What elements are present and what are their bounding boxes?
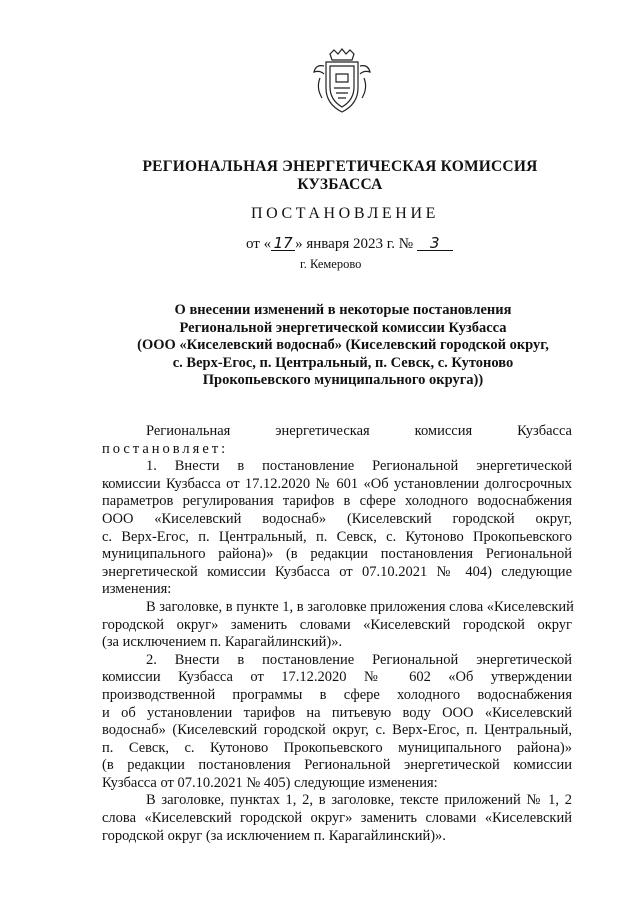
coat-of-arms-icon — [310, 48, 374, 116]
body-line: комиссии Кузбасса от 17.12.2020 № 601 «Об установлении долгосрочных — [102, 475, 572, 492]
subject-line: Региональной энергетической комиссии Кузбасса — [179, 319, 507, 336]
body-line: (в редакции постановления Региональной энергетической комиссии — [102, 757, 572, 774]
body-line: и об установлении тарифов на питьевую воду ООО «Киселевский — [102, 704, 572, 721]
date-day: 17 — [271, 236, 295, 251]
body-line: 2. Внести в постановление Региональной энергетической — [146, 651, 572, 668]
body-line: Кузбасса от 07.10.2021 № 405) следующие изменения: — [102, 774, 438, 791]
organization-name-line1: РЕГИОНАЛЬНАЯ ЭНЕРГЕТИЧЕСКАЯ КОМИССИЯ — [142, 158, 538, 175]
body-line: городской округ» заменить словами «Киселевский городской округ — [102, 616, 572, 633]
body-line: слова «Киселевский городской округ» заменить словами «Киселевский — [102, 810, 572, 827]
subject-line: О внесении изменений в некоторые постановления — [174, 302, 512, 318]
body-line: Региональная энергетическая комиссия Кузбасса — [146, 423, 572, 439]
document-number: 3 — [417, 236, 453, 251]
body-line: ООО «Киселевский водоснаб» (Киселевский городской округ, — [102, 510, 572, 527]
body-line: В заголовке, пунктах 1, 2, в заголовке, тексте приложений № 1, 2 — [146, 792, 572, 809]
document-body — [102, 423, 572, 845]
body-line: производственной программы в сфере холодного водоснабжения — [102, 686, 572, 703]
body-line: В заголовке, в пункте 1, в заголовке приложения слова «Киселевский — [146, 598, 574, 615]
subject-line: с. Верх-Егос, п. Центральный, п. Севск, с. Кутоново — [172, 354, 514, 371]
subject-line: Прокопьевского муниципального округа)) — [202, 372, 484, 389]
document-type-title: ПОСТАНОВЛЕНИЕ — [251, 205, 439, 222]
body-line: энергетической комиссии Кузбасса от 07.10.2021 № 404) следующие — [102, 563, 572, 580]
body-line: муниципального района)» (в редакции постановления Региональной — [102, 546, 572, 563]
subject-line: (ООО «Киселевский водоснаб» (Киселевский городской округ, — [137, 337, 549, 354]
organization-name-line2: КУЗБАССА — [297, 176, 383, 193]
body-line: изменения: — [102, 581, 172, 598]
date-prefix: от « — [246, 236, 272, 252]
city-name: г. Кемерово — [300, 257, 362, 271]
date-suffix: » января 2023 г. № — [295, 236, 413, 252]
body-line: (за исключением п. Карагайлинский)». — [102, 634, 343, 651]
body-line: городской округ (за исключением п. Карагайлинский)». — [102, 827, 446, 844]
body-line: параметров регулирования тарифов в сфере холодного водоснабжения — [102, 493, 572, 510]
body-line: водоснаб» (Киселевский городской округ, с. Верх-Егос, п. Центральный, — [102, 722, 572, 739]
body-line: с. Верх-Егос, п. Центральный, п. Севск, с. Кутоново Прокопьевского — [102, 528, 572, 545]
body-line: 1. Внести в постановление Региональной энергетической — [146, 458, 572, 475]
body-line: п. Севск, с. Кутоново Прокопьевского муниципального района)» — [102, 739, 572, 756]
document-subject — [0, 302, 640, 390]
date-line — [246, 236, 453, 253]
body-line: комиссии Кузбасса от 17.12.2020 № 602 «Об утверждении — [102, 669, 572, 686]
body-line: постановляет: — [102, 440, 229, 457]
